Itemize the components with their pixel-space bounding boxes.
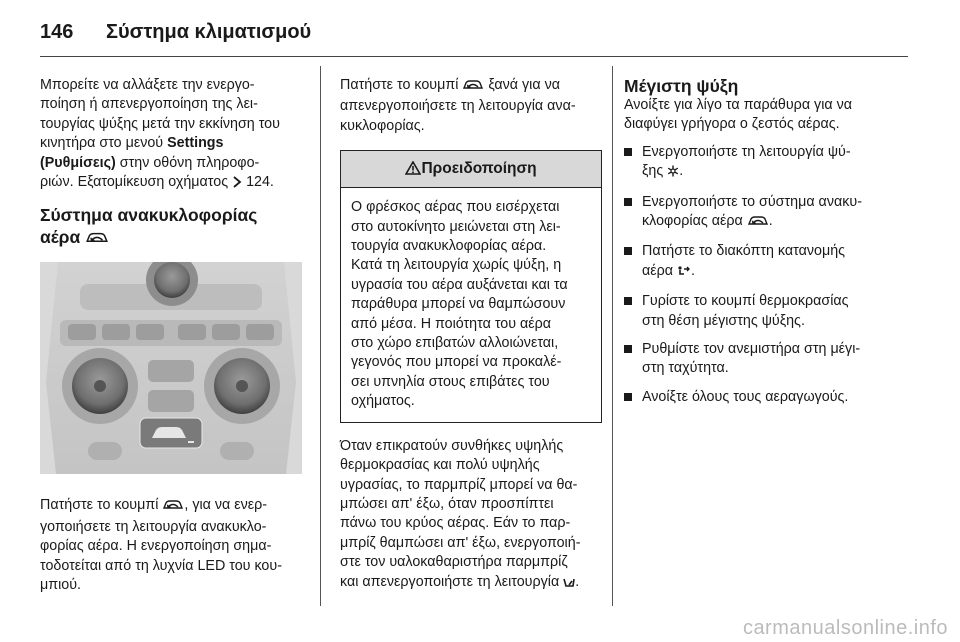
condensation-paragraph (340, 437, 602, 594)
text-fragment: . (691, 262, 695, 279)
warning-body (341, 188, 601, 421)
section-heading-max-cooling: Μέγιστη ψύξη (624, 76, 739, 96)
text-fragment: κινητήρα στο μενού (40, 135, 168, 152)
text-line: Μπορείτε να αλλάξετε την ενεργο- (40, 77, 255, 93)
text-line: απενεργοποιήσετε τη λειτουργία ανα- (340, 98, 576, 115)
text-fragment: στην οθόνη πληροφο- (115, 154, 260, 171)
list-item (624, 193, 914, 234)
text-fragment: . (679, 163, 684, 180)
warning-line: γεγονός που μπορεί να προκαλέ- (351, 354, 562, 371)
text-fragment: κλοφορίας αέρα (642, 213, 747, 230)
bullet-square (624, 247, 632, 255)
text-fragment: . (269, 174, 274, 191)
text-fragment: και απενεργοποιήστε τη λειτουργία (340, 573, 564, 590)
warning-line: στο χώρο επιβατών αλλοιώνεται, (351, 335, 559, 352)
list-item (624, 242, 914, 283)
text-fragment: αέρα (642, 262, 678, 279)
air-distribution-icon (677, 264, 691, 283)
text-fragment: . (768, 213, 773, 230)
max-cooling-intro (624, 96, 914, 135)
deactivate-paragraph (340, 76, 602, 136)
text-line: στη θέση μέγιστης ψύξης. (642, 312, 805, 329)
page-ref-arrow-icon (232, 175, 242, 194)
text-line: Ενεργοποιήστε τη λειτουργία ψύ- (642, 143, 851, 160)
warning-line: παράθυρα μπορεί να θαμπώσουν (351, 296, 566, 313)
list-item (624, 388, 914, 407)
text-line: Όταν επικρατούν συνθήκες υψηλής (340, 437, 564, 454)
text-line: τουργίας ψύξης μετά την εκκίνηση του (40, 115, 280, 132)
text-line (642, 212, 914, 233)
header-rule (40, 56, 908, 57)
warning-header (341, 151, 601, 188)
warning-line: οχήματος. (351, 393, 415, 410)
warning-line: Ο φρέσκος αέρας που εισέρχεται (351, 199, 560, 216)
text-line: Πατήστε το διακόπτη κατανομής (642, 243, 846, 260)
text-line (40, 496, 302, 517)
text-fragment: , για να ενερ- (184, 497, 268, 514)
warning-line: από μέσα. Η ποιότητα του αέρα (351, 315, 552, 332)
section-heading-recirculation (40, 204, 302, 250)
warning-triangle-icon (405, 153, 421, 189)
column-divider-1 (320, 66, 321, 606)
warning-line: στο αυτοκίνητο μειώνεται στη λει- (351, 218, 561, 235)
text-line: Ανοίξτε για λίγο τα παράθυρα για να (624, 97, 853, 113)
settings-menu-label-greek: (Ρυθμίσεις) (40, 154, 116, 171)
warning-line: σει υπνηλία στους επιβάτες του (351, 373, 550, 390)
heading-line: αέρα (40, 227, 81, 248)
text-line: τοδοτείται από τη λυχνία LED του κου- (40, 557, 282, 574)
column-1 (40, 76, 302, 595)
warning-line: τουργία ανακυκλοφορίας αέρα. (351, 238, 547, 255)
page-header (40, 14, 311, 50)
recirculation-paragraph (40, 496, 302, 595)
text-line: διαφύγει γρήγορα ο ζεστός αέρας. (624, 116, 840, 133)
snowflake-icon (667, 164, 679, 183)
text-line (40, 134, 302, 153)
intro-paragraph (40, 76, 302, 194)
heading-line: Σύστημα ανακυκλοφορίας (40, 205, 258, 226)
text-line: κυκλοφορίας. (340, 117, 425, 134)
text-fragment: Πατήστε το κουμπί (40, 497, 163, 514)
text-line: στε τον υαλοκαθαριστήρα παρμπρίζ (340, 554, 568, 571)
warning-line: Κατά τη λειτουργία χωρίς ψύξη, η (351, 257, 562, 274)
page-title: Σύστημα κλιματισμού (106, 20, 312, 43)
column-3 (624, 76, 914, 416)
recirculation-icon (85, 228, 109, 250)
text-fragment: Πατήστε το κουμπί (340, 77, 463, 93)
bullet-square (624, 393, 632, 401)
text-line: Γυρίστε το κουμπί θερμοκρασίας (642, 293, 849, 310)
bullet-square (624, 198, 632, 206)
text-fragment: ριών. Εξατομίκευση οχήματος (40, 174, 233, 191)
page-number: 146 (40, 20, 74, 43)
warning-title: Προειδοποίηση (421, 160, 537, 178)
text-line (642, 162, 914, 183)
text-line: μπώσει απ' έξω, όταν προσπίπτει (340, 495, 554, 512)
text-line (340, 76, 602, 97)
text-line: θερμοκρασίας και πολύ υψηλής (340, 457, 540, 474)
climate-control-panel-photo (40, 262, 302, 474)
column-divider-2 (612, 66, 613, 606)
text-line: πάνω του κρύος αέρας. Εάν το παρ- (340, 515, 571, 532)
text-line: μπιού. (40, 577, 82, 594)
column-2 (340, 76, 602, 594)
recirculation-icon (747, 214, 769, 233)
bullet-square (624, 345, 632, 353)
settings-menu-label: Settings (167, 135, 224, 152)
text-line (642, 262, 914, 283)
text-line: στη ταχύτητα. (642, 360, 729, 377)
text-line (40, 173, 302, 194)
bullet-square (624, 297, 632, 305)
warning-box (340, 150, 602, 422)
text-line (340, 573, 602, 594)
text-fragment: ξης (642, 163, 668, 180)
text-line: ποίηση ή απενεργοποίηση της λει- (40, 96, 258, 113)
text-line: φορίας αέρα. Η ενεργοποίηση σημα- (40, 538, 272, 555)
text-fragment: . (575, 573, 580, 590)
bullet-square (624, 148, 632, 156)
text-line: υγρασίας, το παρμπρίζ μπορεί να θα- (340, 476, 578, 493)
windshield-wiper-icon (563, 575, 575, 594)
text-fragment: ξανά για να (484, 77, 560, 93)
watermark: carmanualsonline.info (742, 617, 948, 639)
text-line: Ενεργοποιήστε το σύστημα ανακυ- (642, 193, 862, 210)
page-reference[interactable]: 124 (246, 174, 270, 191)
max-cooling-steps (624, 143, 914, 407)
list-item (624, 292, 914, 331)
list-item (624, 143, 914, 184)
text-line: γοποιήσετε τη λειτουργία ανακυκλο- (40, 518, 267, 535)
text-line: Ανοίξτε όλους τους αεραγωγούς. (642, 388, 849, 405)
recirculation-icon (462, 78, 484, 97)
list-item (624, 340, 914, 379)
text-line: μπρίζ θαμπώσει απ' έξω, ενεργοποιή- (340, 534, 581, 551)
text-line: Ρυθμίστε τον ανεμιστήρα στη μέγι- (642, 341, 861, 358)
recirculation-icon (162, 498, 184, 517)
warning-line: υγρασία του αέρα αυξάνεται και τα (351, 276, 568, 293)
text-line (40, 154, 302, 173)
